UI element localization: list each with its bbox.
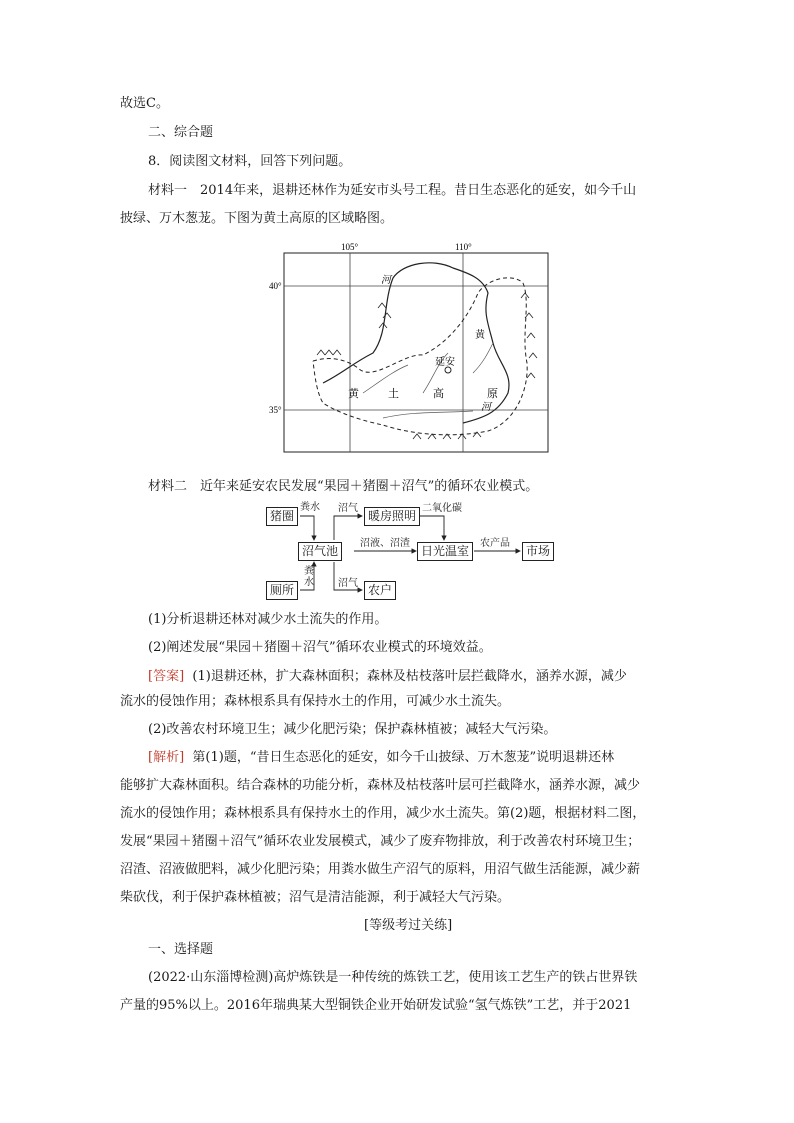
analysis-text: 第(1)题，“昔日生态恶化的延安，如今千山披绿、万木葱茏”说明退耕还林 [192,750,615,765]
question-title: 8．阅读图文材料，回答下列问题。 [148,154,352,169]
latitude-label: 35° [269,405,282,415]
manure-label: 粪水 [300,502,320,513]
solar-greenhouse-box: 日光温室 [417,542,473,561]
region-label: 黄 [348,387,359,400]
toilet-box: 厕所 [266,581,298,600]
city-label: 延安 [435,357,455,368]
section-title: [等级考过关练] [364,918,453,933]
farmer-household-box: 农户 [364,581,396,600]
river-label: 河 [381,275,391,286]
latitude-label: 40° [269,281,282,291]
region-label: 原 [487,387,498,400]
farm-products-label: 农产品 [480,538,510,549]
greenhouse-lighting-box: 暖房照明 [364,507,420,526]
answer-tag: [答案] [148,669,185,684]
analysis-line: 柴砍伐，利于保护森林植被；沼气是清洁能源，利于减轻大气污染。 [120,890,511,905]
text-line: 披绿、万木葱茏。下图为黄土高原的区域略图。 [120,211,394,226]
river-label: 黄 [475,330,485,341]
region-label: 土 [388,387,399,400]
pigpen-box: 猪圈 [266,507,298,526]
region-label: 高 [433,387,444,400]
market-box: 市场 [522,542,554,561]
answer-line [148,668,627,685]
text-line: 故选C。 [120,96,169,111]
biogas-label: 沼气 [338,503,358,514]
section-heading: 二、综合题 [148,125,214,140]
longitude-label: 105° [341,242,359,252]
slurry-residue-label: 沼液、沼渣 [360,538,410,549]
answer-line: (2)改善农村环境卫生；减少化肥污染；保护森林植被；减轻大气污染。 [148,722,557,737]
text-line: 材料一 2014年来，退耕还林作为延安市头号工程。昔日生态恶化的延安，如今千山 [148,183,637,198]
biogas-tank-box: 沼气池 [298,542,342,561]
text-line: (2022·山东淄博检测)高炉炼铁是一种传统的炼铁工艺，使用该工艺生产的铁占世界铁 [148,970,638,985]
question-2: (2)阐述发展“果园＋猪圈＋沼气”循环农业模式的环境效益。 [148,640,492,655]
text-line: 材料二 近年来延安农民发展“果园＋猪圈＋沼气”的循环农业模式。 [148,479,539,494]
text-line: 产量的95%以上。2016年瑞典某大型铜铁企业开始研发试验“氢气炼铁”工艺，并于2021 [120,998,632,1013]
section-heading: 一、选择题 [148,942,214,957]
analysis-line: 流水的侵蚀作用；森林根系具有保持水土的作用，减少水土流失。第(2)题，根据材料二图， [120,806,646,821]
analysis-line: 沼渣、沼液做肥料，减少化肥污染；用粪水做生产沼气的原料，用沼气做生活能源，减少薪 [120,862,641,877]
loess-plateau-map [269,242,549,453]
answer-line: 流水的侵蚀作用；森林根系具有保持水土的作用，可减少水土流失。 [120,694,511,709]
analysis-line [148,749,614,766]
biogas-label: 沼气 [338,578,358,589]
answer-text: (1)退耕还林，扩大森林面积；森林及枯枝落叶层拦截降水，涵养水源，减少 [192,669,627,684]
analysis-tag: [解析] [148,750,185,765]
longitude-label: 110° [455,242,472,252]
question-1: (1)分析退耕还林对减少水土流失的作用。 [148,612,388,627]
analysis-line: 发展“果园＋猪圈＋沼气”循环农业发展模式，减少了废弃物排放，利于改善农村环境卫生； [120,834,641,849]
circular-agriculture-diagram [264,500,564,605]
co2-label: 二氧化碳 [422,503,462,514]
manure-label: 粪 水 [304,566,314,588]
river-label: 河 [481,402,491,413]
analysis-line: 能够扩大森林面积。结合森林的功能分析，森林及枯枝落叶层可拦截降水，涵养水源，减少 [120,778,641,793]
